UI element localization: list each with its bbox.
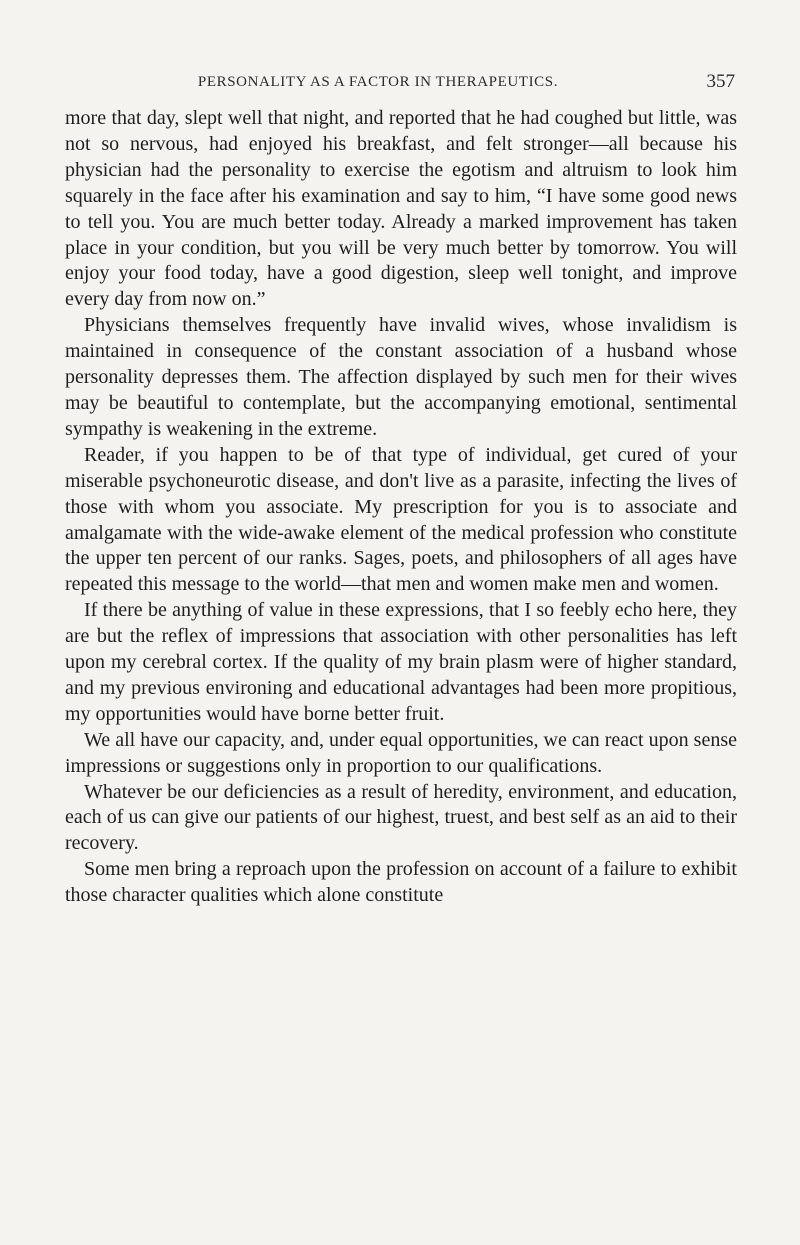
paragraph: more that day, slept well that night, and reported that he had coughed but little, was not so nervous, had enjoyed his breakfast, and felt stronger—all because his physician had the personality to exercise the egotism and altruism to look him squarely in the face after his examination and say to him, “I have some good news to tell you. You are much better today. Already a marked improvement has taken place in your condition, but you will be very much better by tomorrow. You will enjoy your food today, have a good digestion, sleep well tonight, and improve every day from now on.” <box>65 107 737 311</box>
paragraph: Some men bring a reproach upon the profession on account of a failure to exhibit those character qualities which alone constitute <box>65 858 737 907</box>
paragraph: We all have our capacity, and, under equal opportunities, we can react upon sense impressions or suggestions only in proportion to our qualifications. <box>65 728 737 777</box>
body-text <box>65 106 737 909</box>
paragraph: If there be anything of value in these expressions, that I so feebly echo here, they are but the reflex of impressions that association with other personalities has left upon my cerebral cortex. If the quality of my brain plasm were of higher standard, and my previous environing and educational advantages had been more propitious, my opportunities would have borne better fruit. <box>65 599 737 725</box>
paragraph: Physicians themselves frequently have invalid wives, whose invalidism is maintained in consequence of the constant association of a husband whose personality depresses them. The affection displayed by such men for their wives may be beautiful to contemplate, but the accompanying emotional, sentimental sympathy is weakening in the extreme. <box>65 314 737 440</box>
page-number: 357 <box>706 71 735 92</box>
paragraph: Reader, if you happen to be of that type of individual, get cured of your miserable psychoneurotic disease, and don't live as a parasite, infecting the lives of those with whom you associate. My prescription for you is to associate and amalgamate with the wide-awake element of the medical profession who constitute the upper ten percent of our ranks. Sages, poets, and philosophers of all ages have repeated this message to the world—that men and women make men and women. <box>65 443 737 596</box>
paragraph: Whatever be our deficiencies as a result of heredity, environment, and education, each of us can give our patients of our highest, truest, and best self as an aid to their recovery. <box>65 780 737 855</box>
running-head: PERSONALITY AS A FACTOR IN THERAPEUTICS. <box>197 74 559 90</box>
